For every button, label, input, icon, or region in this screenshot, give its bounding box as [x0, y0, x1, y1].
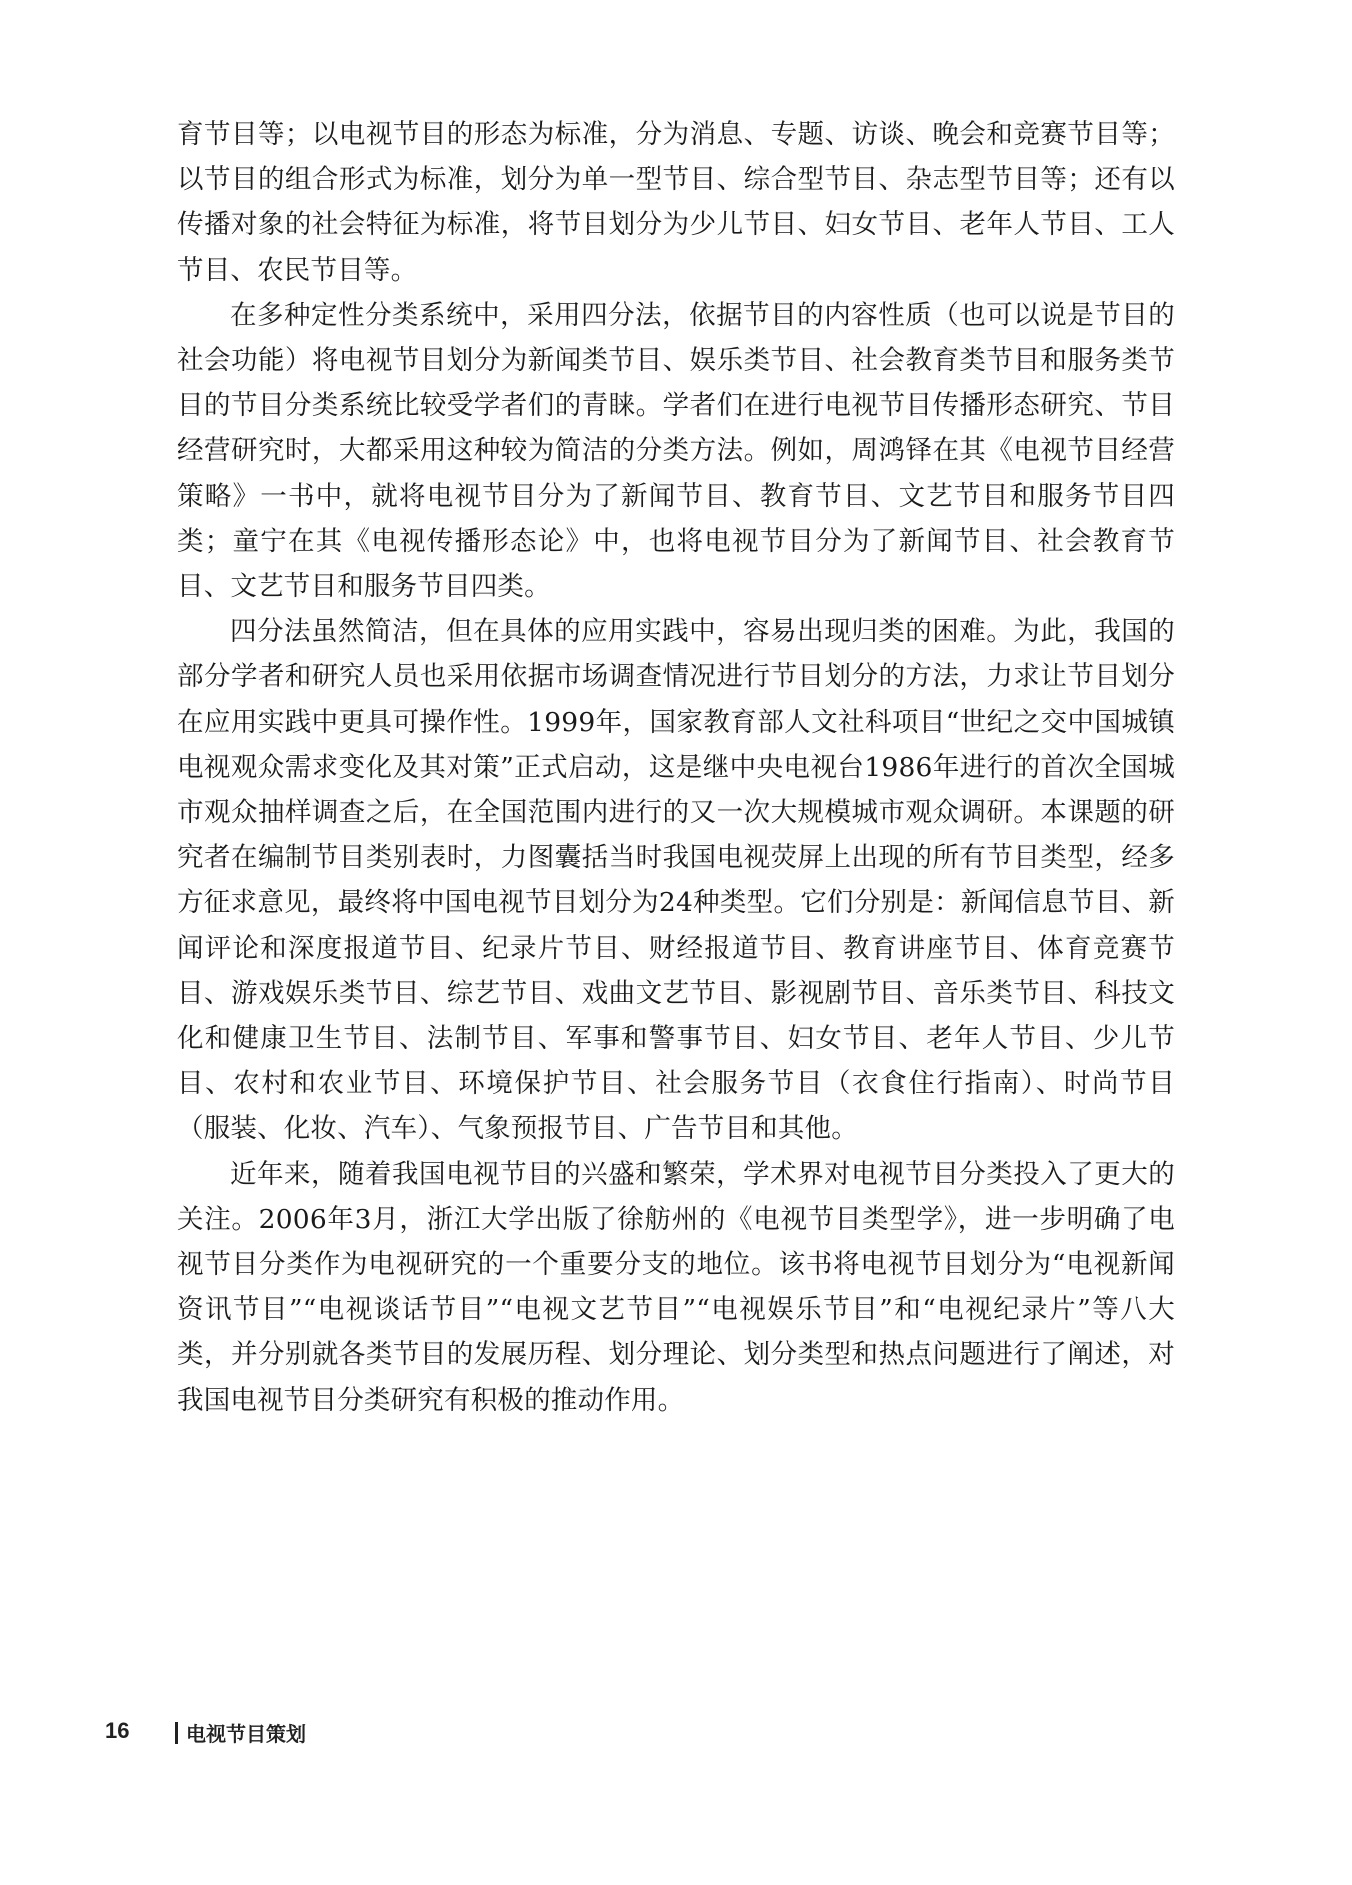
page-number: 16 [105, 1718, 130, 1743]
paragraph-2: 在多种定性分类系统中，采用四分法，依据节目的内容性质（也可以说是节目的社会功能）将电视节目划分为新闻类节目、娱乐类节目、社会教育类节目和服务类节目的节目分类系统比较受学者们的青睐。学者们在进行电视节目传播形态研究、节目经营研究时，大都采用这种较为简洁的分类方法。例如，周鸿铎在其《电视节目经营策略》一书中，就将电视节目分为了新闻节目、教育节目、文艺节目和服务节目四类；童宁在其《电视传播形态论》中，也将电视节目分为了新闻节目、社会教育节目、文艺节目和服务节目四类。 [177, 299, 1175, 603]
page-body [177, 112, 1175, 1423]
paragraph-3: 四分法虽然简洁，但在具体的应用实践中，容易出现归类的困难。为此，我国的部分学者和研究人员也采用依据市场调查情况进行节目划分的方法，力求让节目划分在应用实践中更具可操作性。1999年，国家教育部人文社科项目“世纪之交中国城镇电视观众需求变化及其对策”正式启动，这是继中央电视台1986年进行的首次全国城市观众抽样调查之后，在全国范围内进行的又一次大规模城市观众调研。本课题的研究者在编制节目类别表时，力图囊括当时我国电视荧屏上出现的所有节目类型，经多方征求意见，最终将中国电视节目划分为24种类型。它们分别是：新闻信息节目、新闻评论和深度报道节目、纪录片节目、财经报道节目、教育讲座节目、体育竞赛节目、游戏娱乐类节目、综艺节目、戏曲文艺节目、影视剧节目、音乐类节目、科技文化和健康卫生节目、法制节目、军事和警事节目、妇女节目、老年人节目、少儿节目、农村和农业节目、环境保护节目、社会服务节目（衣食住行指南）、时尚节目（服装、化妆、汽车）、气象预报节目、广告节目和其他。 [177, 616, 1175, 1145]
page-footer [0, 1718, 1352, 1748]
paragraph-4: 近年来，随着我国电视节目的兴盛和繁荣，学术界对电视节目分类投入了更大的关注。2006年3月，浙江大学出版了徐舫州的《电视节目类型学》，进一步明确了电视节目分类作为电视研究的一个重要分支的地位。该书将电视节目划分为“电视新闻资讯节目”“电视谈话节目”“电视文艺节目”“电视娱乐节目”和“电视纪录片”等八大类，并分别就各类节目的发展历程、划分理论、划分类型和热点问题进行了阐述，对我国电视节目分类研究有积极的推动作用。 [177, 1158, 1175, 1416]
paragraph-1: 育节目等；以电视节目的形态为标准，分为消息、专题、访谈、晚会和竞赛节目等；以节目的组合形式为标准，划分为单一型节目、综合型节目、杂志型节目等；还有以传播对象的社会特征为标准，将节目划分为少儿节目、妇女节目、老年人节目、工人节目、农民节目等。 [177, 119, 1175, 286]
title-divider-bar [175, 1722, 178, 1744]
running-title [175, 1718, 306, 1747]
running-title-text: 电视节目策划 [186, 1722, 306, 1746]
